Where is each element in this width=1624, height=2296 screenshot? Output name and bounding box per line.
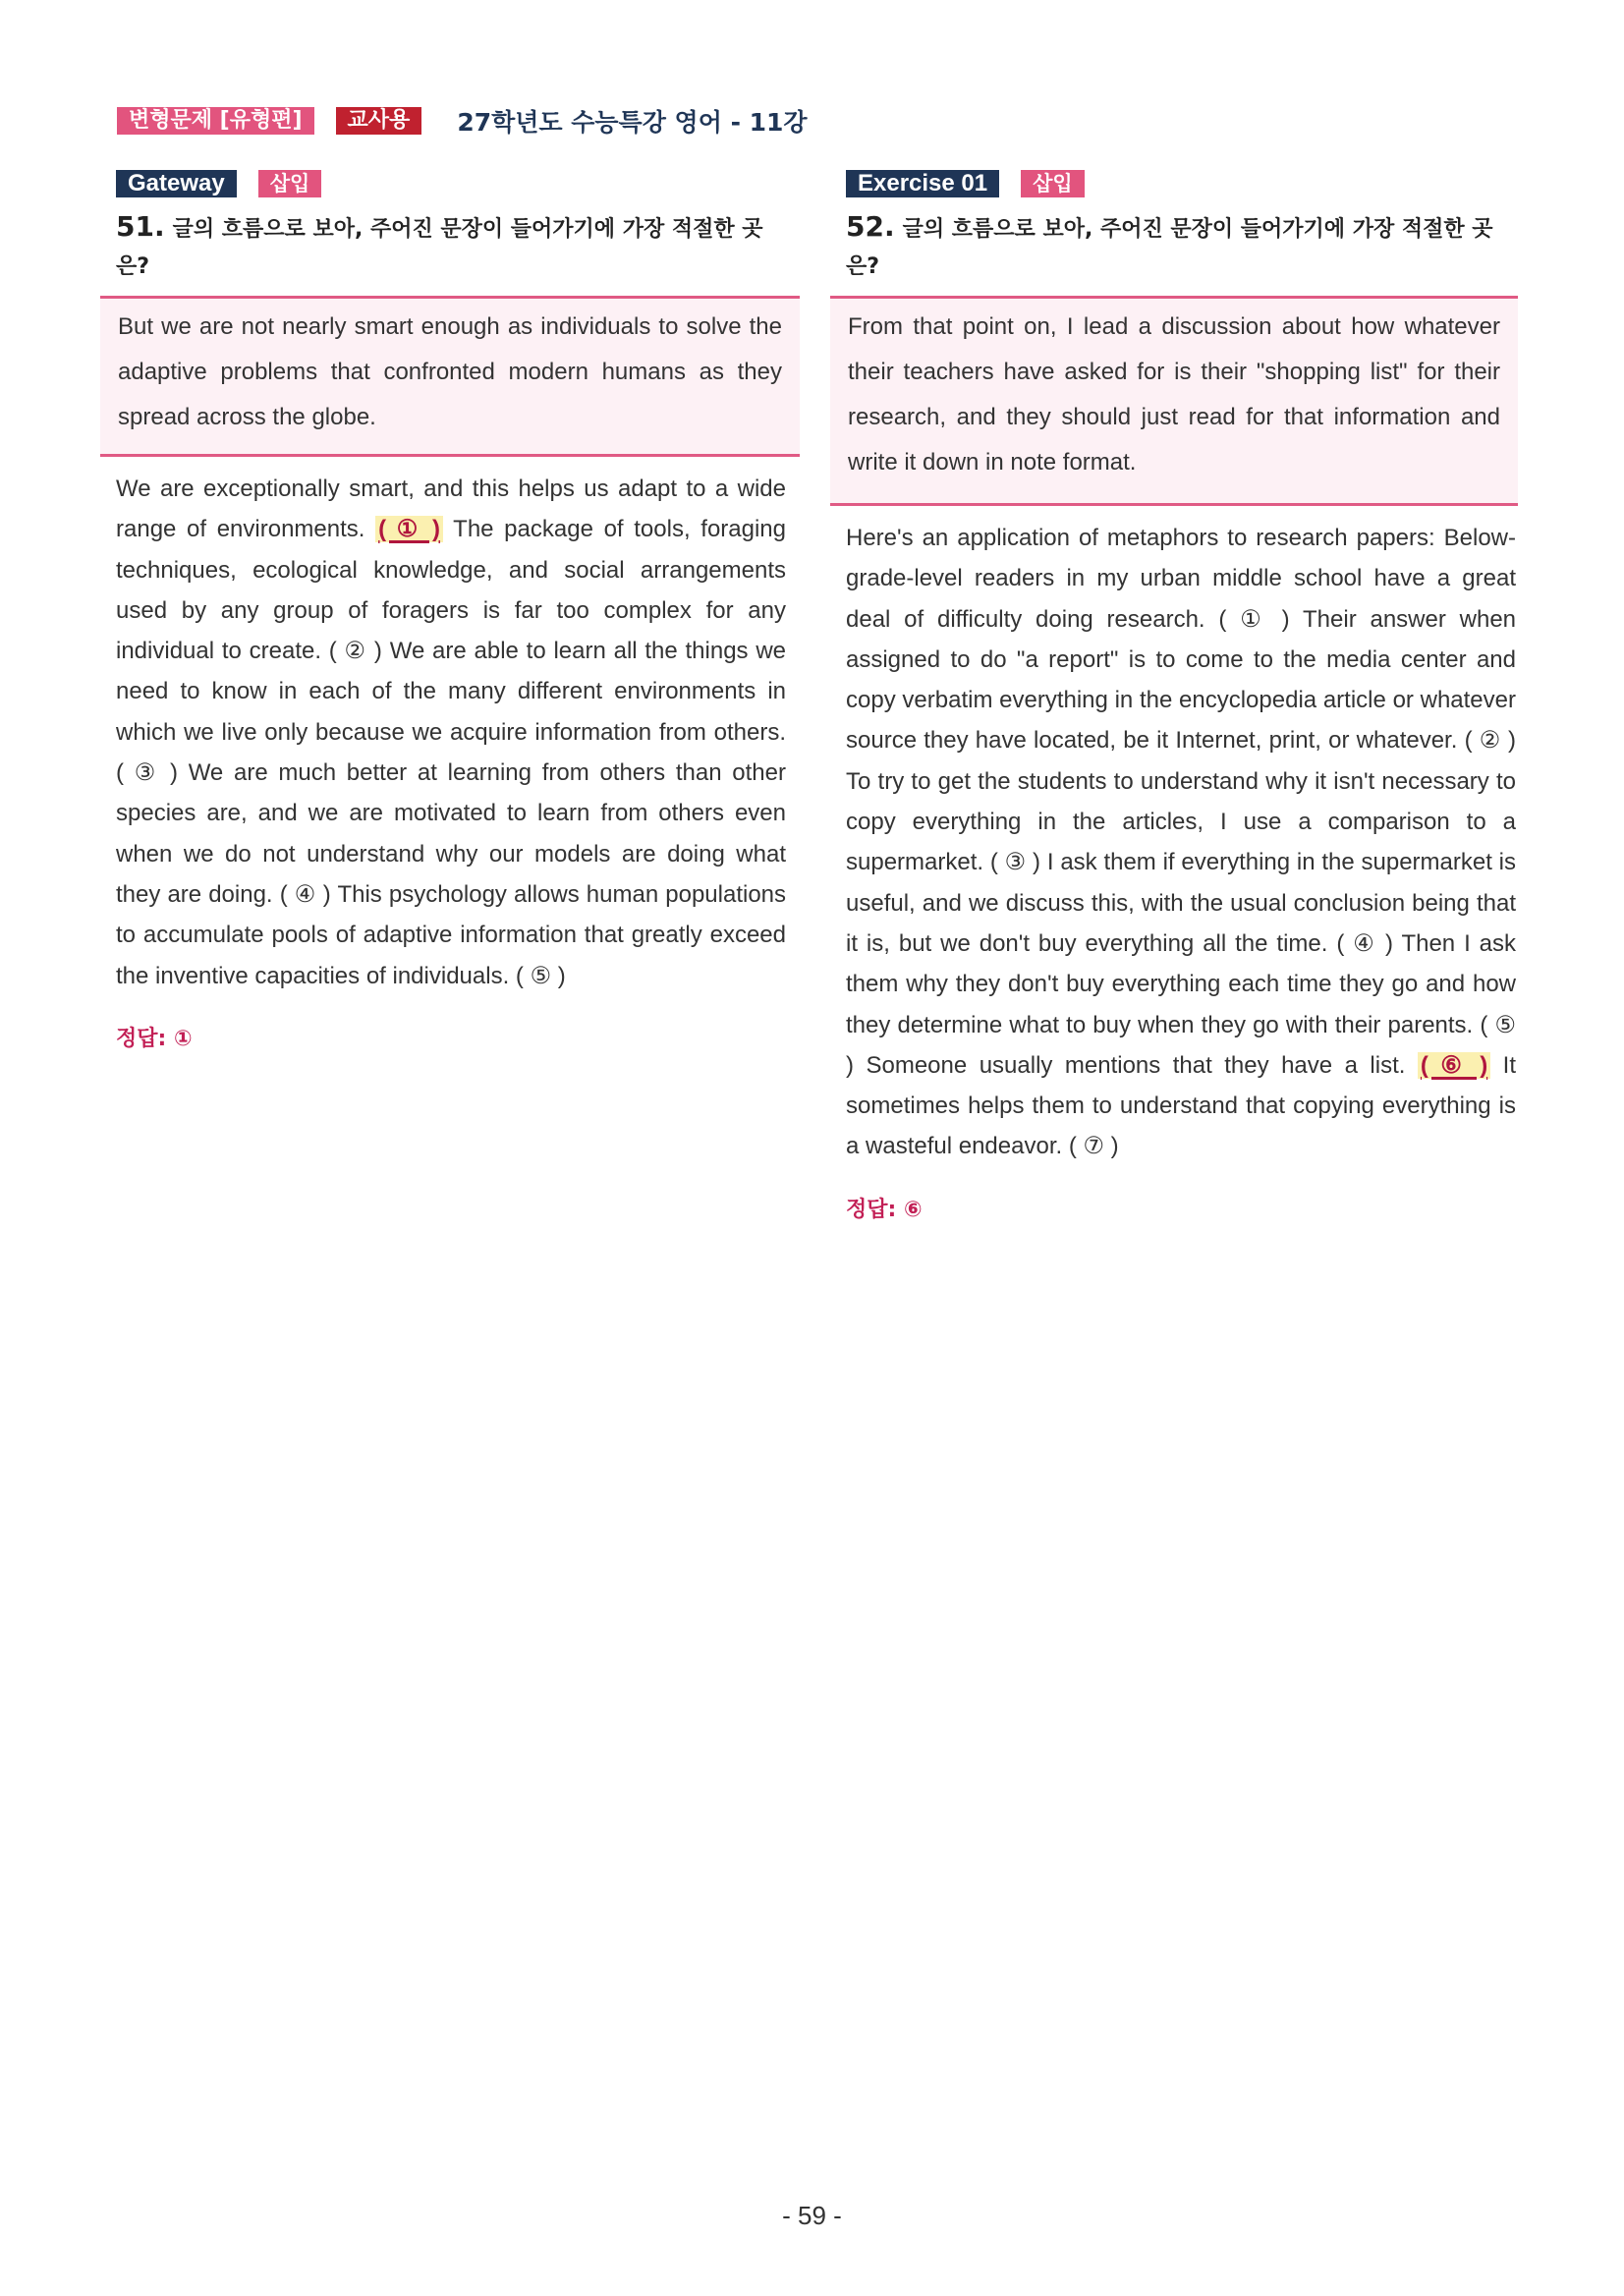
passage-text: We are exceptionally smart, and this helps us adapt to a wide range of environments. <box>116 476 786 543</box>
type-label: 삽입 <box>258 170 322 197</box>
passage-text: Then I ask them why they don't buy everything each time they go and how they determine what to buy when they go with their parents. <box>846 929 1517 1038</box>
left-label-row <box>116 169 788 198</box>
insertion-mark: ( ⑤ ) <box>846 1011 1516 1079</box>
right-question-column <box>830 169 1518 1223</box>
passage <box>846 518 1516 1167</box>
section-label: Gateway <box>116 170 237 197</box>
left-question-column <box>100 169 788 1052</box>
passage-text: Their answer when assigned to do "a report" is to come to the media center and copy verbatim everything in the encyclopedia article or whatever source they have located, be it Internet, print, or whatever. <box>846 605 1517 755</box>
passage-text: Here's an application of metaphors to research papers: Below-grade-level readers in my urban middle school have a great deal of difficulty doing research. <box>846 525 1516 633</box>
insertion-mark-answer: ( ① ) <box>375 516 443 542</box>
category-tag: 변형문제 [유형편] <box>117 107 314 135</box>
passage-text: The package of tools, foraging techniques, ecological knowledge, and social arrangements used by any group of foragers is far too complex for any individual to create. <box>116 516 787 665</box>
given-sentence-box: But we are not nearly smart enough as individuals to solve the adaptive problems that confronted modern humans as they spread across the globe. <box>100 296 800 457</box>
right-label-row <box>846 169 1518 198</box>
section-label: Exercise 01 <box>846 170 999 197</box>
question-prompt <box>116 208 774 286</box>
page-title: 27학년도 수능특강 영어 - 11강 <box>457 108 808 137</box>
insertion-mark: ( ③ ) <box>116 759 178 787</box>
insertion-mark: ( ① ) <box>1218 605 1290 633</box>
passage-text: This psychology allows human populations to accumulate pools of adaptive information that greatly exceed the inventive capacities of individuals. <box>116 880 787 989</box>
passage-text: To try to get the students to understand why it isn't necessary to copy everything in the articles, I use a comparison to a supermarket. <box>846 767 1516 876</box>
passage-text: We are able to learn all the things we need to know in each of the many different environments in which we live only because we acquire information from others. <box>116 638 787 746</box>
answer-label: 정답: ① <box>116 1026 193 1051</box>
insertion-mark: ( ⑦ ) <box>1068 1133 1119 1160</box>
type-label: 삽입 <box>1021 170 1085 197</box>
question-text: 글의 흐름으로 보아, 주어진 문장이 들어가기에 가장 적절한 곳은? <box>846 217 1493 279</box>
passage-text: I ask them if everything in the supermarket is useful, and we discuss this, with the usual conclusion being that it is, but we don't buy everything all the time. <box>846 849 1517 957</box>
answer-label: 정답: ⑥ <box>846 1197 923 1222</box>
insertion-mark: ( ② ) <box>328 638 382 665</box>
insertion-mark-answer: ( ⑥ ) <box>1418 1052 1490 1079</box>
insertion-mark: ( ⑤ ) <box>515 962 566 989</box>
passage-text: It sometimes helps them to understand that copying everything is a wasteful endeavor. <box>846 1051 1517 1160</box>
insertion-mark: ( ④ ) <box>279 880 331 908</box>
passage-text: Someone usually mentions that they have a list. <box>866 1051 1406 1079</box>
insertion-mark: ( ④ ) <box>1336 929 1393 957</box>
question-prompt <box>846 208 1504 286</box>
question-number: 52. <box>846 210 895 243</box>
teacher-edition-tag: 교사용 <box>336 107 422 135</box>
given-sentence-box: From that point on, I lead a discussion about how whatever their teachers have asked for is their "shopping list" for their research, and they should just read for that information and write it down in note format. <box>830 296 1518 506</box>
passage-text: We are much better at learning from others than other species are, and we are motivated to learn from others even when we do not understand why our models are doing what they are doing. <box>116 759 786 908</box>
question-number: 51. <box>116 210 165 243</box>
insertion-mark: ( ③ ) <box>989 849 1041 876</box>
page-number: - 59 - <box>782 2201 842 2230</box>
page-header <box>117 106 808 136</box>
passage <box>116 469 786 996</box>
insertion-mark: ( ② ) <box>1464 727 1516 755</box>
question-text: 글의 흐름으로 보아, 주어진 문장이 들어가기에 가장 적절한 곳은? <box>116 217 763 279</box>
